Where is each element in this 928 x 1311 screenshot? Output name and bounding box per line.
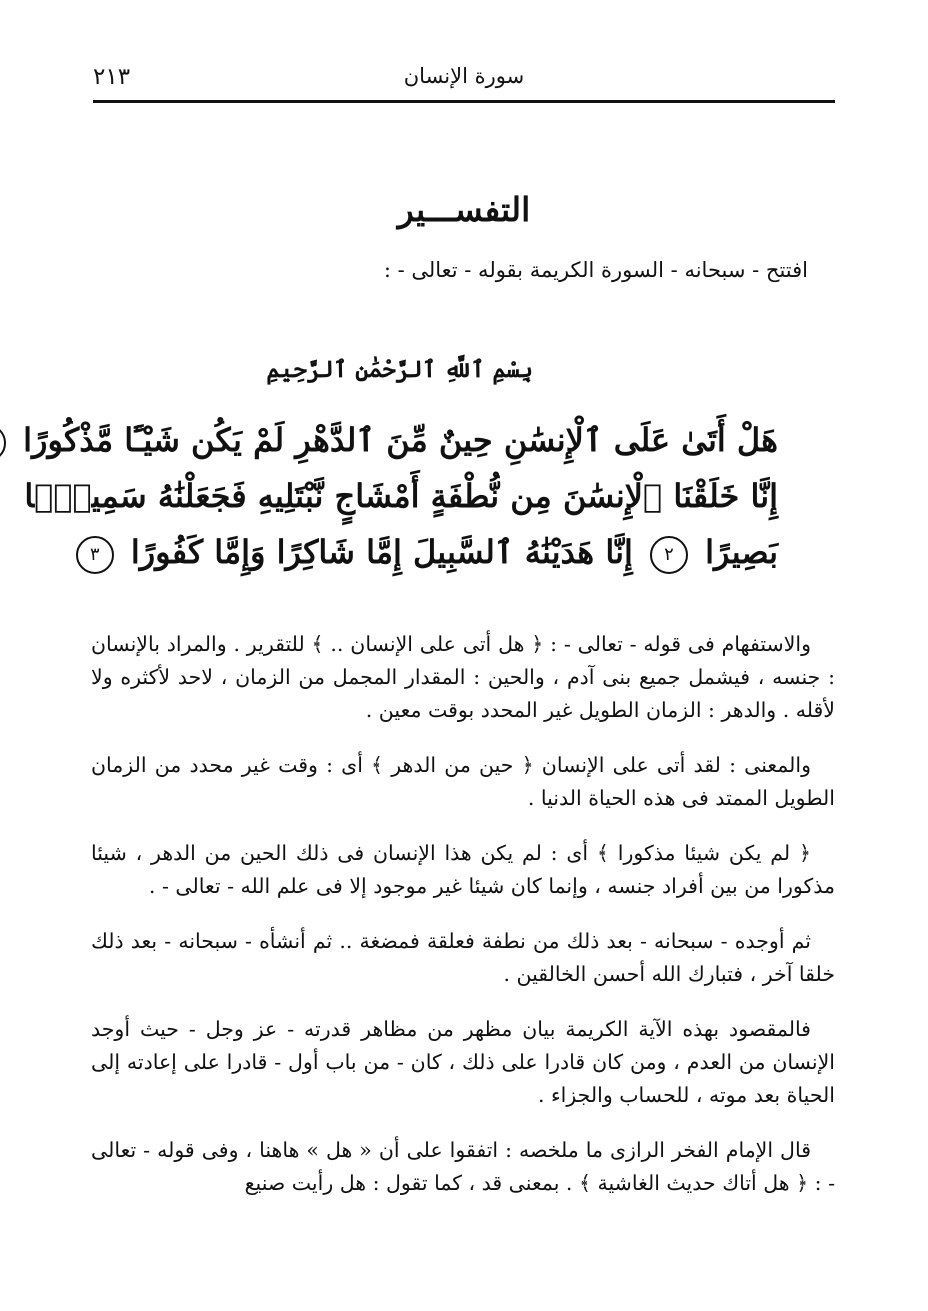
page-header [93,60,835,96]
basmala: بِسْمِ ٱللَّهِ ٱلرَّحْمَٰنِ ٱلرَّحِيمِ [266,356,533,383]
verse-text: بَصِيرًا [705,533,778,571]
verse-line-2 [24,470,778,526]
verse-text: إِنَّا خَلَقْنَا ٱلْإِنسَٰنَ مِن نُّطْفَةٍ أَمْشَاجٍ نَّبْتَلِيهِ فَجَعَلْنَٰهُ سَمِيعًۢا [24,477,778,515]
verse-line-1 [23,414,778,470]
verse-number-marker: ٣ [76,536,114,574]
running-title: سورة الإنسان [403,64,525,88]
verse-number-marker [0,424,6,462]
commentary-paragraph: ثم أوجده - سبحانه - بعد ذلك من نطفة فعلقة فمضغة .. ثم أنشأه - سبحانه - بعد ذلك خلقا آخر ، فتبارك الله أحسن الخالقين . [91,929,835,986]
commentary-paragraph: فالمقصود بهذه الآية الكريمة بيان مظهر من مظاهر قدرته - عز وجل - حيث أوجد الإنسان من العدم ، ومن كان قادرا على ذلك ، كان - من باب أول - قادرا على إعادته إلى الحياة بعد موته ، للحساب والجزاء . [91,1017,835,1107]
verse-text: إِنَّا هَدَيْنَٰهُ ٱلسَّبِيلَ إِمَّا شَاكِرًا وَإِمَّا كَفُورًا [130,533,633,571]
intro-line: افتتح - سبحانه - السورة الكريمة بقوله - تعالى - : [383,258,808,282]
commentary-paragraph: والمعنى : لقد أتى على الإنسان ﴿ حين من الدهر ﴾ أى : وقت غير محدد من الزمان الطويل الممتد فى هذه الحياة الدنيا . [91,753,835,810]
commentary-body [91,628,835,1222]
quran-verses-block [23,414,778,582]
commentary-paragraph: قال الإمام الفخر الرازى ما ملخصه : اتفقوا على أن « هل » هاهنا ، وفى قوله - تعالى - : ﴿ هل أتاك حديث الغاشية ﴾ . بمعنى قد ، كما تقول : هل رأيت صنيع [91,1138,835,1195]
verse-line-3 [89,526,778,582]
section-title: التفســـير [397,190,531,229]
commentary-paragraph: ﴿ لم يكن شيئا مذكورا ﴾ أى : لم يكن هذا الإنسان فى ذلك الحين من الدهر ، شيئا مذكورا من بين أفراد جنسه ، وإنما كان شيئا غير موجود إلا فى علم الله - تعالى - . [91,841,835,898]
header-divider [93,100,835,103]
verse-number-marker: ٢ [650,536,688,574]
verse-text: هَلْ أَتَىٰ عَلَى ٱلْإِنسَٰنِ حِينٌ مِّنَ ٱلدَّهْرِ لَمْ يَكُن شَيْـًٔا مَّذْكُورًا [23,421,778,459]
commentary-paragraph: والاستفهام فى قوله - تعالى - : ﴿ هل أتى على الإنسان .. ﴾ للتقرير . والمراد بالإنسان : جنسه ، فيشمل جميع بنى آدم ، والحين : المقدار المجمل من الزمان ، لاحد لأكثره ولا لأقله . والدهر : الزمان الطويل غير المحدد بوقت معين . [91,632,835,722]
page-number: ٢١٣ [93,64,131,90]
